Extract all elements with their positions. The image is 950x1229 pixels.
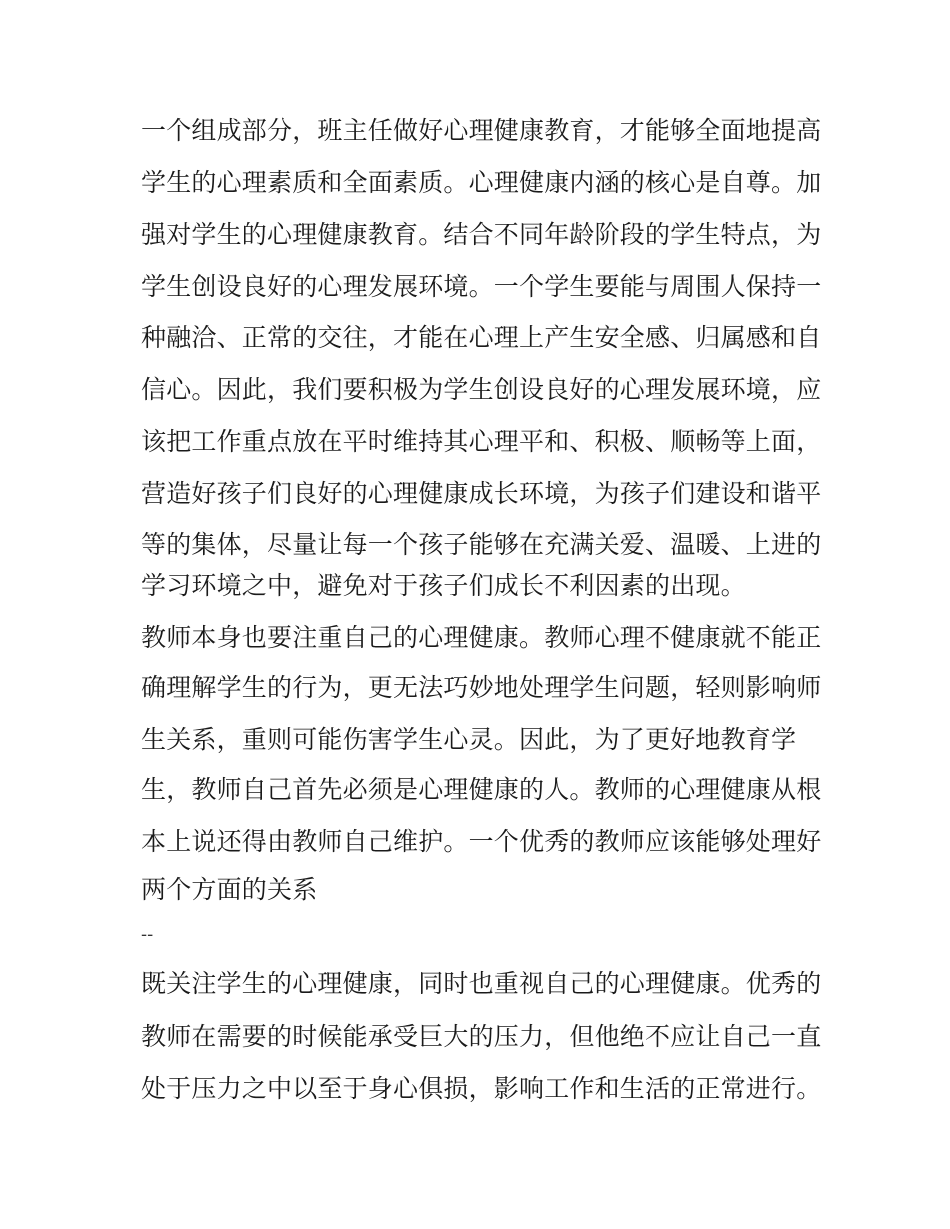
- text-line: 两个方面的关系: [141, 875, 318, 904]
- text-line: 强对学生的心理健康教育。结合不同年龄阶段的学生特点，为: [141, 220, 822, 249]
- text-line: 等的集体，尽量让每一个孩子能够在充满关爱、温暖、上进的: [141, 530, 822, 559]
- text-line: 生关系，重则可能伤害学生心灵。因此，为了更好地教育学: [141, 725, 797, 754]
- text-line: 本上说还得由教师自己维护。一个优秀的教师应该能够处理好: [141, 827, 822, 856]
- text-line: 学习环境之中，避免对于孩子们成长不利因素的出现。: [141, 571, 746, 600]
- text-line: 营造好孩子们良好的心理健康成长环境，为孩子们建设和谐平: [141, 479, 822, 508]
- text-line: 一个组成部分，班主任做好心理健康教育，才能够全面地提高: [141, 116, 822, 145]
- text-line: 处于压力之中以至于身心俱损，影响工作和生活的正常进行。: [141, 1074, 822, 1103]
- text-line: 学生的心理素质和全面素质。心理健康内涵的核心是自尊。加: [141, 168, 822, 197]
- text-line: 该把工作重点放在平时维持其心理平和、积极、顺畅等上面，: [141, 427, 822, 456]
- text-line: 生，教师自己首先必须是心理健康的人。教师的心理健康从根: [141, 775, 822, 804]
- text-line: 既关注学生的心理健康，同时也重视自己的心理健康。优秀的: [141, 969, 822, 998]
- text-line: 教师本身也要注重自己的心理健康。教师心理不健康就不能正: [141, 623, 822, 652]
- text-line: 确理解学生的行为，更无法巧妙地处理学生问题，轻则影响师: [141, 673, 822, 702]
- text-line: 种融洽、正常的交往，才能在心理上产生安全感、归属感和自: [141, 323, 822, 352]
- section-separator: --: [141, 924, 154, 945]
- text-line: 教师在需要的时候能承受巨大的压力，但他绝不应让自己一直: [141, 1022, 822, 1051]
- text-line: 信心。因此，我们要积极为学生创设良好的心理发展环境，应: [141, 375, 822, 404]
- text-line: 学生创设良好的心理发展环境。一个学生要能与周围人保持一: [141, 272, 822, 301]
